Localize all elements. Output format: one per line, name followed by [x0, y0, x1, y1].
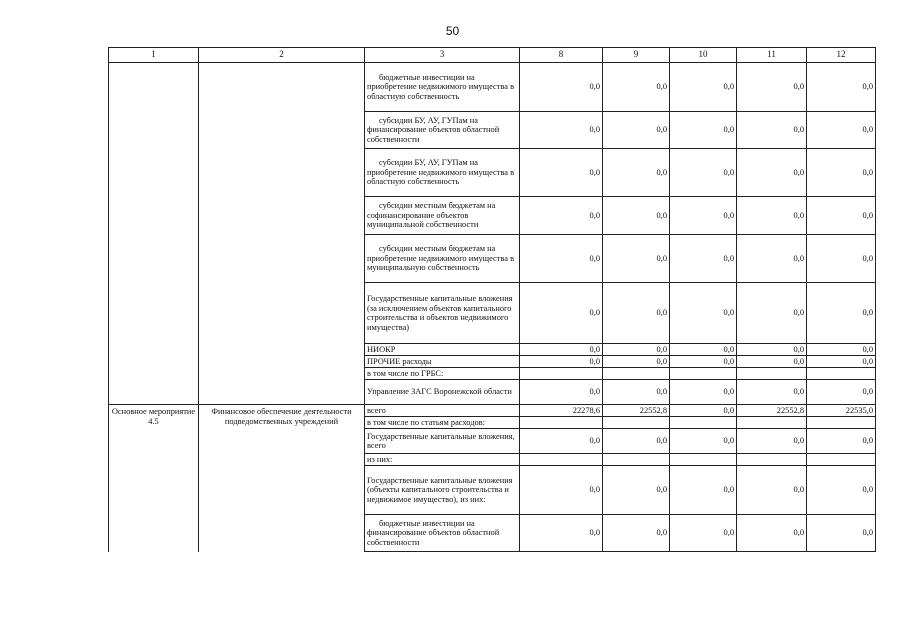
value-cell: 0,0 [603, 63, 670, 112]
value-cell: 0,0 [737, 380, 807, 405]
value-cell: 0,0 [603, 283, 670, 344]
value-cell: 0,0 [670, 149, 737, 197]
table-row [109, 63, 876, 112]
value-cell: 0,0 [670, 112, 737, 149]
value-cell: 0,0 [603, 466, 670, 515]
activity-name-cell: Финансовое обеспечение деятельности подведомственных учреждений [199, 405, 365, 552]
column-header: 3 [365, 48, 520, 63]
header-row [109, 48, 876, 63]
value-cell: 0,0 [670, 235, 737, 283]
activity-code-cell: Основное мероприятие 4.5 [109, 405, 199, 552]
expense-label-cell: субсидии БУ, АУ, ГУПам на финансирование объектов областной собственности [365, 112, 520, 149]
value-cell [603, 417, 670, 429]
value-cell: 0,0 [603, 515, 670, 552]
value-cell: 0,0 [807, 149, 876, 197]
value-cell: 0,0 [603, 197, 670, 235]
activity-name-cell [199, 63, 365, 405]
value-cell: 0,0 [520, 63, 603, 112]
value-cell: 0,0 [737, 466, 807, 515]
value-cell: 0,0 [807, 63, 876, 112]
expense-label-cell: субсидии местным бюджетам на софинансирование объектов муниципальной собственности [365, 197, 520, 235]
column-header: 2 [199, 48, 365, 63]
value-cell [670, 368, 737, 380]
value-cell: 0,0 [737, 235, 807, 283]
value-cell: 0,0 [807, 380, 876, 405]
value-cell: 0,0 [670, 466, 737, 515]
value-cell [807, 454, 876, 466]
value-cell: 0,0 [737, 197, 807, 235]
budget-table-container [108, 47, 876, 552]
value-cell: 0,0 [807, 515, 876, 552]
expense-label-cell: бюджетные инвестиции на финансирование объектов областной собственности [365, 515, 520, 552]
value-cell: 0,0 [603, 429, 670, 454]
table-body [109, 63, 876, 552]
value-cell [670, 454, 737, 466]
value-cell: 0,0 [737, 63, 807, 112]
value-cell: 0,0 [520, 112, 603, 149]
value-cell: 0,0 [737, 356, 807, 368]
value-cell: 0,0 [737, 429, 807, 454]
value-cell: 0,0 [520, 235, 603, 283]
value-cell [520, 417, 603, 429]
value-cell: 0,0 [520, 149, 603, 197]
value-cell: 0,0 [603, 112, 670, 149]
value-cell: 0,0 [520, 197, 603, 235]
expense-label-cell: Государственные капитальные вложения (объекты капитального строительства и недвижимое имущество), из них: [365, 466, 520, 515]
value-cell [737, 368, 807, 380]
value-cell: 0,0 [807, 283, 876, 344]
column-header: 12 [807, 48, 876, 63]
value-cell: 0,0 [737, 112, 807, 149]
value-cell: 0,0 [807, 235, 876, 283]
expense-label-cell: бюджетные инвестиции на приобретение недвижимого имущества в областную собственность [365, 63, 520, 112]
value-cell: 0,0 [737, 283, 807, 344]
value-cell: 22535,0 [807, 405, 876, 417]
value-cell: 0,0 [603, 235, 670, 283]
column-header: 9 [603, 48, 670, 63]
table-row [109, 405, 876, 417]
expense-label-cell: в том числе по статьям расходов: [365, 417, 520, 429]
value-cell [670, 417, 737, 429]
value-cell: 0,0 [520, 344, 603, 356]
value-cell: 0,0 [670, 283, 737, 344]
value-cell: 0,0 [807, 344, 876, 356]
value-cell: 0,0 [603, 356, 670, 368]
value-cell [737, 454, 807, 466]
value-cell [520, 454, 603, 466]
value-cell: 0,0 [670, 63, 737, 112]
expense-label-cell: субсидии БУ, АУ, ГУПам на приобретение недвижимого имущества в областную собственность [365, 149, 520, 197]
expense-label-cell: ПРОЧИЕ расходы [365, 356, 520, 368]
value-cell: 0,0 [520, 515, 603, 552]
value-cell: 22552,8 [737, 405, 807, 417]
expense-label-cell: из них: [365, 454, 520, 466]
value-cell: 0,0 [520, 380, 603, 405]
expense-label-cell: Управление ЗАГС Воронежской области [365, 380, 520, 405]
value-cell: 0,0 [670, 356, 737, 368]
activity-code-cell [109, 63, 199, 405]
value-cell [603, 454, 670, 466]
value-cell: 0,0 [520, 283, 603, 344]
value-cell: 0,0 [670, 405, 737, 417]
value-cell [737, 417, 807, 429]
value-cell [807, 368, 876, 380]
value-cell: 22552,8 [603, 405, 670, 417]
expense-label-cell: НИОКР [365, 344, 520, 356]
value-cell: 0,0 [807, 197, 876, 235]
page-number: 50 [445, 24, 460, 38]
value-cell: 0,0 [737, 344, 807, 356]
column-header: 11 [737, 48, 807, 63]
budget-table [108, 47, 876, 552]
expense-label-cell: в том числе по ГРБС: [365, 368, 520, 380]
value-cell: 0,0 [520, 429, 603, 454]
value-cell: 0,0 [807, 112, 876, 149]
value-cell: 0,0 [603, 380, 670, 405]
value-cell: 0,0 [737, 515, 807, 552]
column-header: 1 [109, 48, 199, 63]
value-cell: 0,0 [603, 344, 670, 356]
expense-label-cell: Государственные капитальные вложения, всего [365, 429, 520, 454]
value-cell: 0,0 [520, 356, 603, 368]
value-cell: 0,0 [670, 380, 737, 405]
value-cell: 22278,6 [520, 405, 603, 417]
value-cell: 0,0 [603, 149, 670, 197]
column-header: 10 [670, 48, 737, 63]
expense-label-cell: Государственные капитальные вложения (за исключением объектов капитального строительства и объектов недвижимого имущества) [365, 283, 520, 344]
value-cell [603, 368, 670, 380]
value-cell: 0,0 [807, 466, 876, 515]
expense-label-cell: всего [365, 405, 520, 417]
expense-label-cell: субсидии местным бюджетам на приобретение недвижимого имущества в муниципальную собственность [365, 235, 520, 283]
value-cell: 0,0 [807, 429, 876, 454]
value-cell: 0,0 [670, 197, 737, 235]
value-cell: 0,0 [670, 515, 737, 552]
value-cell: 0,0 [737, 149, 807, 197]
value-cell: 0,0 [520, 466, 603, 515]
value-cell [807, 417, 876, 429]
column-header: 8 [520, 48, 603, 63]
value-cell: 0,0 [807, 356, 876, 368]
value-cell: 0,0 [670, 344, 737, 356]
value-cell: 0,0 [670, 429, 737, 454]
value-cell [520, 368, 603, 380]
